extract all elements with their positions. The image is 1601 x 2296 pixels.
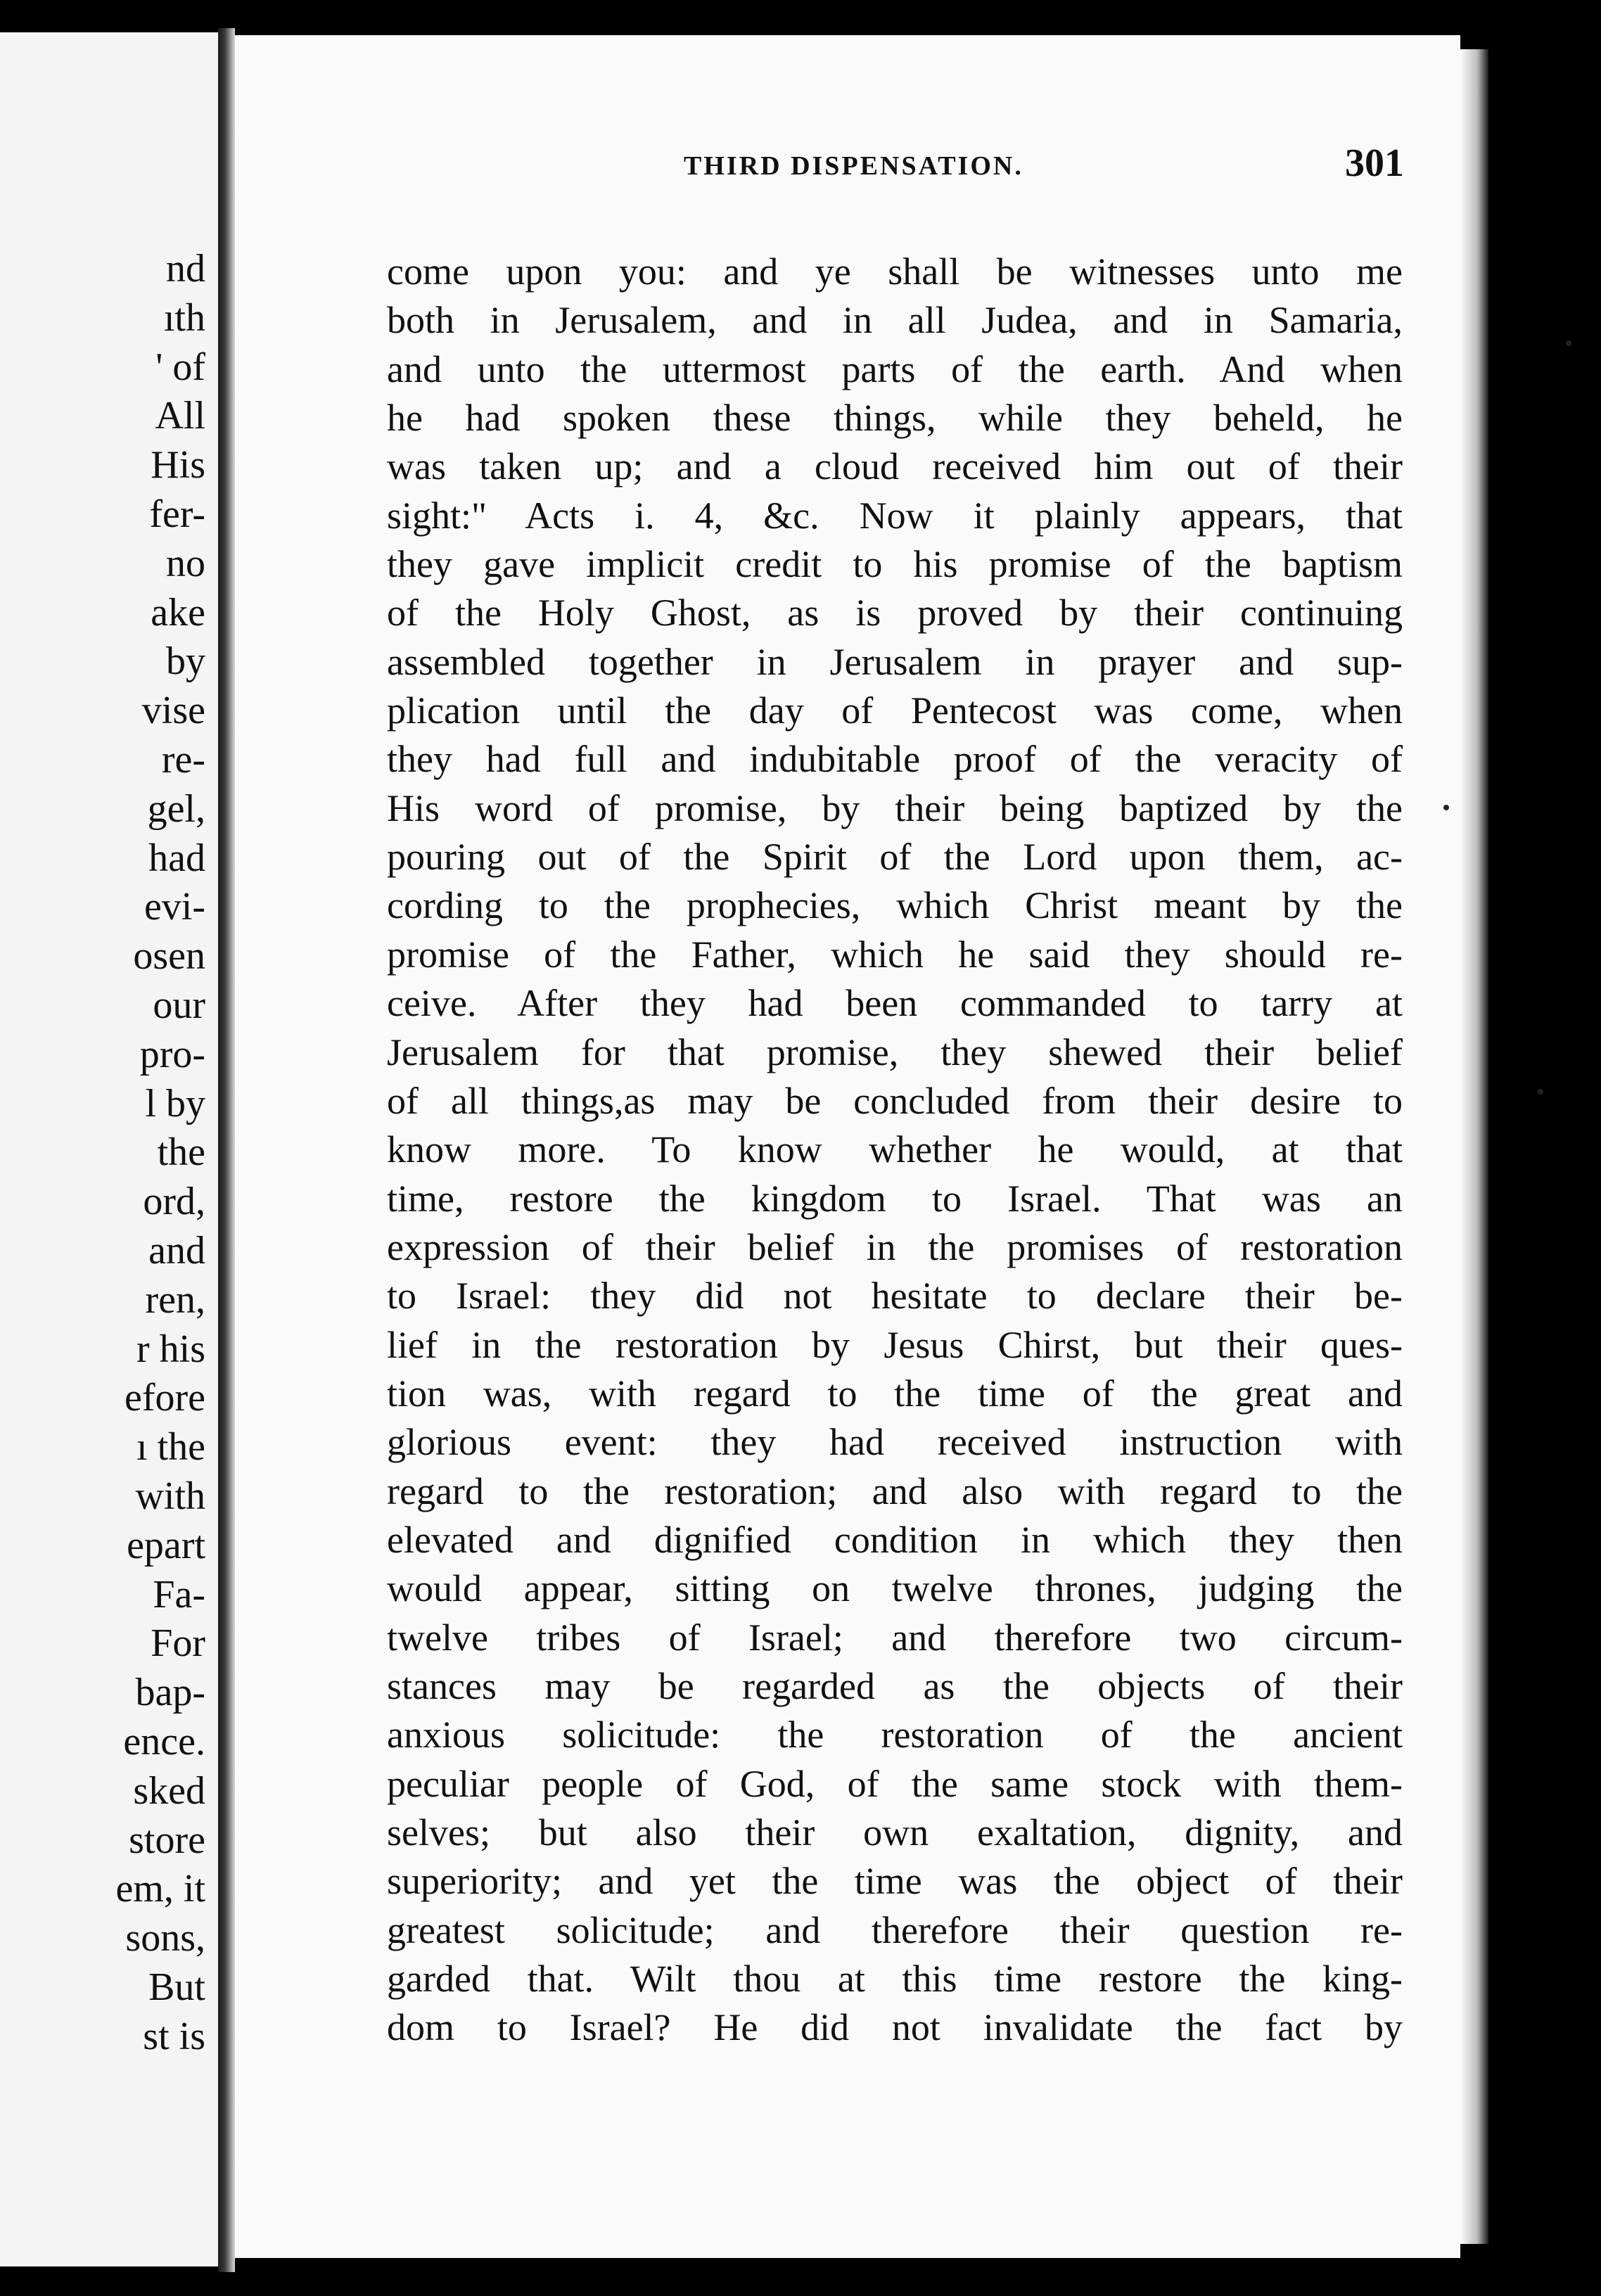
text-line: and unto the uttermost parts of the earth. And when <box>387 347 1403 390</box>
page-number: 301 <box>1345 141 1404 185</box>
previous-page-fragment: epart <box>127 1523 205 1567</box>
previous-page-fragment: l by <box>145 1081 205 1125</box>
page-edge-shadow <box>1460 49 1488 2244</box>
text-line: His word of promise, by their being baptized by the <box>387 786 1403 829</box>
previous-page-fragment: the <box>157 1130 205 1175</box>
previous-page-fragment: fer- <box>149 492 205 536</box>
previous-page-fragment: bap- <box>135 1671 205 1715</box>
text-line: come upon you: and ye shall be witnesses unto me <box>387 250 1403 293</box>
previous-page-fragment: our <box>153 983 205 1027</box>
previous-page-fragment: ake <box>151 590 205 634</box>
text-line: stances may be regarded as the objects of their <box>387 1664 1403 1707</box>
text-line: assembled together in Jerusalem in prayer and sup- <box>387 640 1403 683</box>
previous-page-fragment: r his <box>136 1327 205 1371</box>
previous-page-line-fragments <box>115 245 205 2061</box>
previous-page-fragment: ' of <box>155 345 205 389</box>
text-line: selves; but also their own exaltation, dignity, and <box>387 1811 1403 1854</box>
previous-page-fragment: Fa- <box>153 1572 205 1616</box>
text-line: both in Jerusalem, and in all Judea, and in Samaria, <box>387 299 1403 342</box>
text-line: to Israel: they did not hesitate to declare their be- <box>387 1275 1403 1318</box>
previous-page-fragment: osen <box>133 934 205 978</box>
text-line: cording to the prophecies, which Christ meant by the <box>387 884 1403 927</box>
text-line: he had spoken these things, while they beheld, he <box>387 397 1403 440</box>
previous-page-fragment: pro- <box>139 1032 205 1076</box>
previous-page-fragment: ren, <box>145 1277 205 1322</box>
text-line: sight:" Acts i. 4, &c. Now it plainly appears, that <box>387 494 1403 537</box>
text-line: lief in the restoration by Jesus Chirst, but their ques- <box>387 1323 1403 1366</box>
previous-page-fragment: All <box>155 394 205 438</box>
text-line: dom to Israel? He did not invalidate the fact by <box>387 2006 1403 2049</box>
previous-page-fragment: ı the <box>136 1425 205 1469</box>
text-line: they had full and indubitable proof of the veracity of <box>387 738 1403 781</box>
previous-page-fragment: by <box>166 639 205 684</box>
previous-page-fragment: with <box>135 1474 205 1518</box>
text-line: of the Holy Ghost, as is proved by their continuing <box>387 592 1403 634</box>
previous-page-fragment: and <box>148 1228 205 1273</box>
text-line: they gave implicit credit to his promise of the baptism <box>387 543 1403 586</box>
previous-page-fragment: store <box>129 1818 205 1862</box>
text-line: ceive. After they had been commanded to tarry at <box>387 982 1403 1025</box>
text-line: regard to the restoration; and also with regard to the <box>387 1469 1403 1512</box>
book-gutter <box>218 28 235 2272</box>
previous-page-fragment: had <box>148 836 205 880</box>
previous-page-fragment: vise <box>141 689 205 733</box>
text-line: anxious solicitude: the restoration of the ancient <box>387 1714 1403 1756</box>
running-head <box>450 141 1404 197</box>
previous-page-fragment: But <box>148 1965 205 2009</box>
previous-page-fragment: evi- <box>143 885 205 929</box>
previous-page-fragment: sked <box>133 1768 205 1813</box>
text-line: glorious event: they had received instruction with <box>387 1421 1403 1464</box>
running-head-title: THIRD DISPENSATION. <box>684 151 1023 181</box>
text-line: greatest solicitude; and therefore their question re- <box>387 1908 1403 1951</box>
text-line: twelve tribes of Israel; and therefore two circum- <box>387 1616 1403 1659</box>
text-line: expression of their belief in the promises of restoration <box>387 1225 1403 1268</box>
previous-page-fragment: His <box>151 443 205 487</box>
previous-page-fragment: efore <box>124 1376 205 1420</box>
previous-page-fragment: no <box>166 541 205 585</box>
previous-page-edge <box>0 32 218 2266</box>
text-line: promise of the Father, which he said they should re- <box>387 933 1403 976</box>
text-line: was taken up; and a cloud received him out of their <box>387 445 1403 488</box>
text-line: tion was, with regard to the time of the great and <box>387 1372 1403 1415</box>
scan-speck <box>1538 1089 1543 1095</box>
text-line: time, restore the kingdom to Israel. That was an <box>387 1177 1403 1220</box>
text-line: garded that. Wilt thou at this time restore the king- <box>387 1958 1403 2001</box>
scan-speck <box>1443 805 1449 810</box>
scan-speck <box>1566 340 1571 346</box>
previous-page-fragment: re- <box>161 737 205 782</box>
text-line: pouring out of the Spirit of the Lord upon them, ac- <box>387 836 1403 879</box>
previous-page-fragment: ıth <box>163 295 205 340</box>
previous-page-fragment: ence. <box>123 1719 205 1764</box>
text-line: elevated and dignified condition in which they then <box>387 1518 1403 1561</box>
previous-page-fragment: sons, <box>125 1916 205 1960</box>
text-line: of all things,as may be concluded from their desire to <box>387 1079 1403 1122</box>
previous-page-fragment: gel, <box>147 786 205 831</box>
previous-page-fragment: nd <box>166 247 205 291</box>
text-line: peculiar people of God, of the same stock with them- <box>387 1762 1403 1805</box>
previous-page-fragment: st is <box>143 2014 205 2058</box>
text-line: know more. To know whether he would, at that <box>387 1128 1403 1171</box>
previous-page-fragment: For <box>151 1621 205 1666</box>
body-text <box>387 248 1403 2053</box>
text-line: plication until the day of Pentecost was come, when <box>387 689 1403 732</box>
text-line: superiority; and yet the time was the object of their <box>387 1860 1403 1903</box>
text-line: would appear, sitting on twelve thrones, judging the <box>387 1567 1403 1610</box>
text-line: Jerusalem for that promise, they shewed their belief <box>387 1031 1403 1073</box>
previous-page-fragment: ord, <box>143 1180 205 1224</box>
previous-page-fragment: em, it <box>115 1867 205 1911</box>
